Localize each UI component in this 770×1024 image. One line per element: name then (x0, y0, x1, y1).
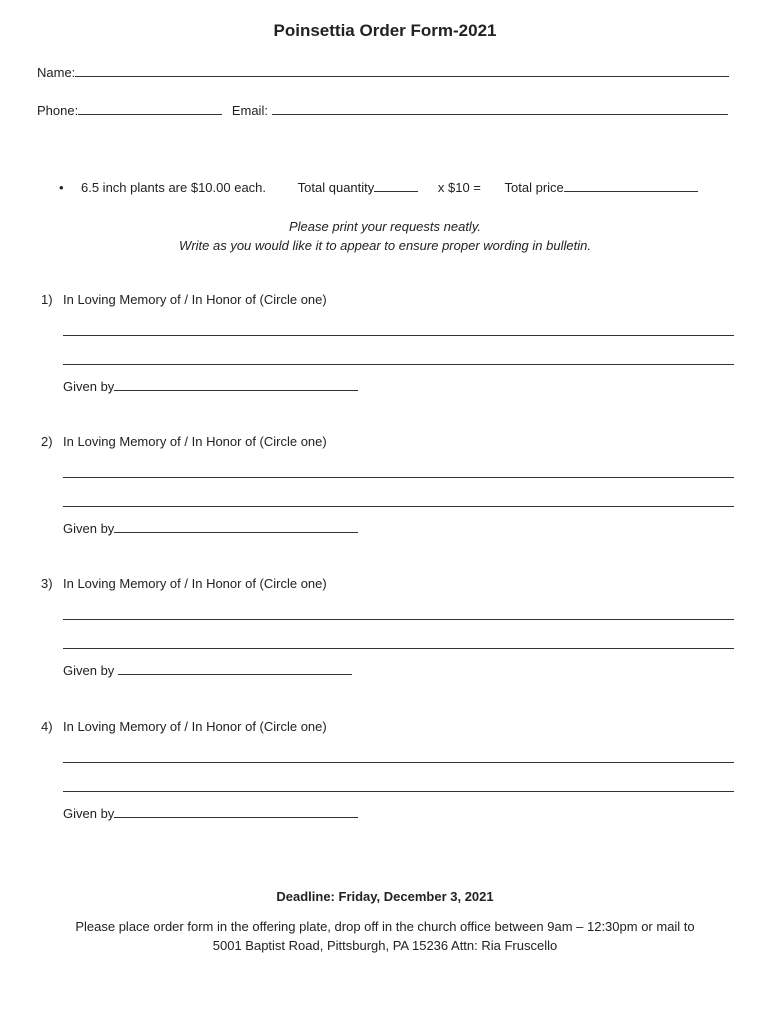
entry-heading (41, 434, 741, 449)
bullet-icon: • (59, 180, 64, 195)
given-by-row (63, 520, 358, 536)
phone-field[interactable] (78, 102, 222, 115)
name-row (37, 64, 729, 80)
instructions (0, 217, 770, 255)
entry-number: 1) (41, 292, 53, 307)
dedication-line[interactable] (63, 791, 734, 792)
given-by-field[interactable] (118, 662, 352, 675)
email-label: Email: (231, 103, 268, 118)
name-field[interactable] (75, 64, 729, 77)
dedication-line[interactable] (63, 648, 734, 649)
email-field[interactable] (272, 102, 728, 115)
quantity-field[interactable] (374, 179, 418, 192)
entry-heading-text[interactable]: In Loving Memory of / In Honor of (Circle one) (63, 434, 327, 449)
given-by-field[interactable] (114, 378, 358, 391)
price-label: Total price (504, 180, 564, 195)
entry-number: 4) (41, 719, 53, 734)
footer-line: Please place order form in the offering plate, drop off in the church office between 9am – 12:30pm or mail to (75, 919, 695, 934)
given-by-label: Given by (63, 379, 115, 394)
given-by-label: Given by (63, 521, 115, 536)
entry-heading (41, 576, 741, 591)
entry-heading (41, 719, 741, 734)
submission-instructions (35, 917, 735, 955)
phone-label: Phone: (37, 103, 79, 118)
entry-heading-text[interactable]: In Loving Memory of / In Honor of (Circle one) (63, 719, 327, 734)
entry-heading-text[interactable]: In Loving Memory of / In Honor of (Circle one) (63, 576, 327, 591)
multiplier-text: x $10 = (437, 180, 481, 195)
dedication-line[interactable] (63, 364, 734, 365)
dedication-entry (41, 292, 741, 394)
price-field[interactable] (564, 179, 698, 192)
dedication-line[interactable] (63, 506, 734, 507)
entry-heading (41, 292, 741, 307)
given-by-label: Given by (63, 663, 115, 678)
instruction-line: Please print your requests neatly. (289, 219, 481, 234)
dedication-entry (41, 719, 741, 821)
dedication-line[interactable] (63, 477, 734, 478)
dedication-line[interactable] (63, 619, 734, 620)
instruction-line: Write as you would like it to appear to ensure proper wording in bulletin. (179, 238, 591, 253)
dedication-line[interactable] (63, 762, 734, 763)
dedication-entry (41, 576, 741, 678)
given-by-row (63, 662, 352, 678)
name-label: Name: (37, 65, 76, 80)
dedication-entry (41, 434, 741, 536)
entry-heading-text[interactable]: In Loving Memory of / In Honor of (Circle one) (63, 292, 327, 307)
dedication-line[interactable] (63, 335, 734, 336)
deadline-text: Deadline: Friday, December 3, 2021 (276, 889, 494, 904)
order-line (59, 179, 698, 195)
given-by-label: Given by (63, 806, 115, 821)
plant-price-text: 6.5 inch plants are $10.00 each. (81, 180, 267, 195)
given-by-row (63, 378, 358, 394)
footer-line: 5001 Baptist Road, Pittsburgh, PA 15236 Attn: Ria Fruscello (212, 938, 558, 953)
form-title: Poinsettia Order Form-2021 (273, 21, 497, 40)
entry-number: 2) (41, 434, 53, 449)
given-by-field[interactable] (114, 520, 358, 533)
contact-row (37, 102, 728, 118)
given-by-row (63, 805, 358, 821)
quantity-label: Total quantity (297, 180, 375, 195)
given-by-field[interactable] (114, 805, 358, 818)
entry-number: 3) (41, 576, 53, 591)
